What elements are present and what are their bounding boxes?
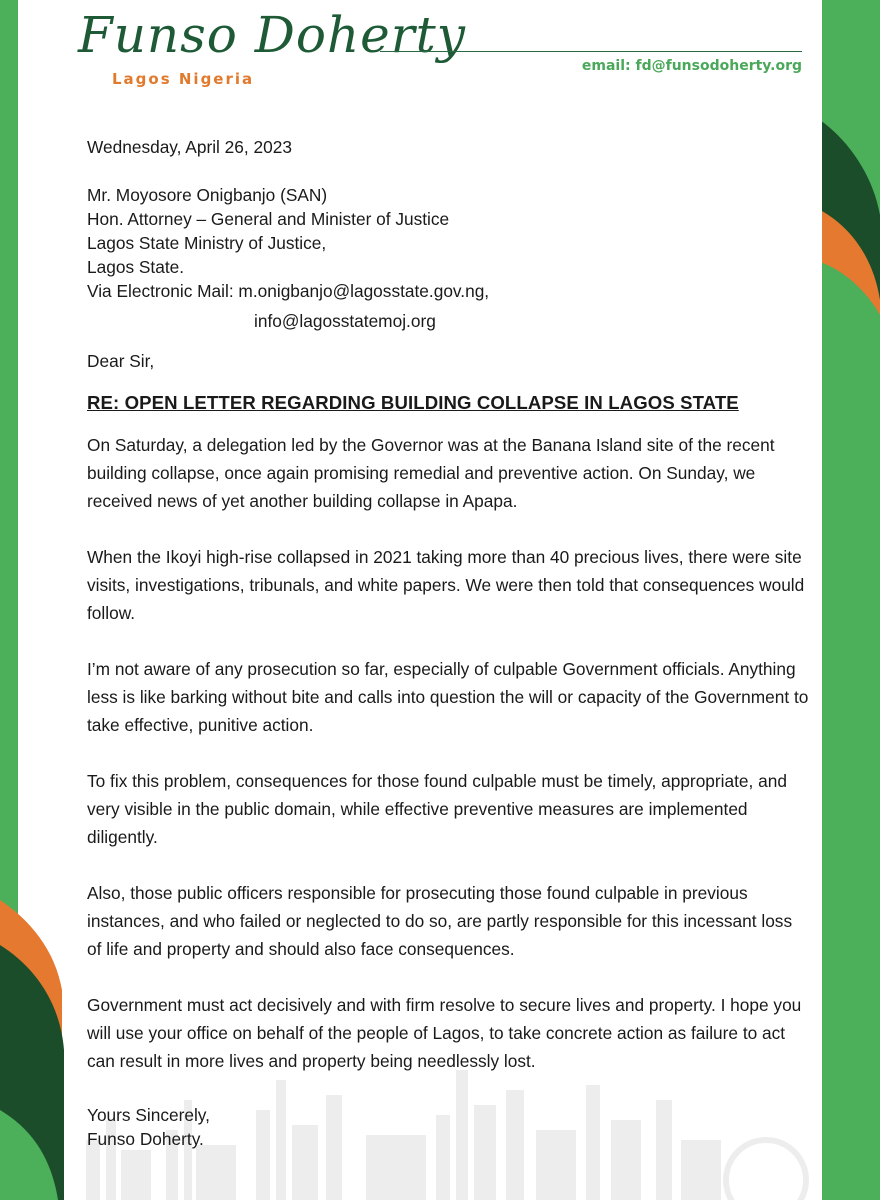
letter-subject: RE: OPEN LETTER REGARDING BUILDING COLLAPSE IN LAGOS STATE <box>87 392 739 413</box>
right-decorative-band <box>818 0 880 1200</box>
paragraph: Government must act decisively and with firm resolve to secure lives and property. I hope you will use your office on behalf of the people of Lagos, to take concrete action as failure to act can result in more lives and property being needlessly lost. <box>87 995 802 1071</box>
salutation: Dear Sir, <box>87 351 155 371</box>
recipient-title: Hon. Attorney – General and Minister of Justice <box>87 209 450 229</box>
left-band-graphic <box>0 0 66 1200</box>
paragraph: On Saturday, a delegation led by the Governor was at the Banana Island site of the recent building collapse, once again promising remedial and preventive action. On Sunday, we received news of yet another building collapse in Apapa. <box>87 435 775 511</box>
recipient-org: Lagos State Ministry of Justice, <box>87 233 327 253</box>
recipient-email-secondary: info@lagosstatemoj.org <box>254 311 436 331</box>
paragraph: To fix this problem, consequences for those found culpable must be timely, appropriate, and very visible in the public domain, while effective preventive measures are implemented diligently. <box>87 771 787 847</box>
signature-name: Funso Doherty. <box>87 1129 204 1149</box>
letter-date: Wednesday, April 26, 2023 <box>87 137 292 157</box>
header-divider <box>380 51 802 52</box>
recipient-via-email: Via Electronic Mail: m.onigbanjo@lagosstate.gov.ng, <box>87 281 490 301</box>
right-band-graphic <box>818 0 880 1200</box>
recipient-name: Mr. Moyosore Onigbanjo (SAN) <box>87 185 328 205</box>
recipient-state: Lagos State. <box>87 257 185 277</box>
brand-location: Lagos Nigeria <box>112 70 255 88</box>
paragraph: Also, those public officers responsible for prosecuting those found culpable in previous instances, and who failed or neglected to do so, are partly responsible for this incessant loss of life and property and should also face consequences. <box>87 883 793 959</box>
brand-signature-logo: Funso Doherty <box>78 6 466 64</box>
left-decorative-band <box>0 0 66 1200</box>
header-email: email: fd@funsodoherty.org <box>581 58 802 74</box>
paragraph: I’m not aware of any prosecution so far, especially of culpable Government officials. Anything less is like barking without bite and calls into question the will or capacity of the Government to take effective, punitive action. <box>87 659 809 735</box>
closing: Yours Sincerely, <box>87 1105 210 1125</box>
recipient-block <box>87 183 811 333</box>
letter-body <box>87 135 811 1151</box>
paragraph: When the Ikoyi high-rise collapsed in 2021 taking more than 40 precious lives, there were site visits, investigations, tribunals, and white papers. We were then told that consequences would follow. <box>87 547 805 623</box>
